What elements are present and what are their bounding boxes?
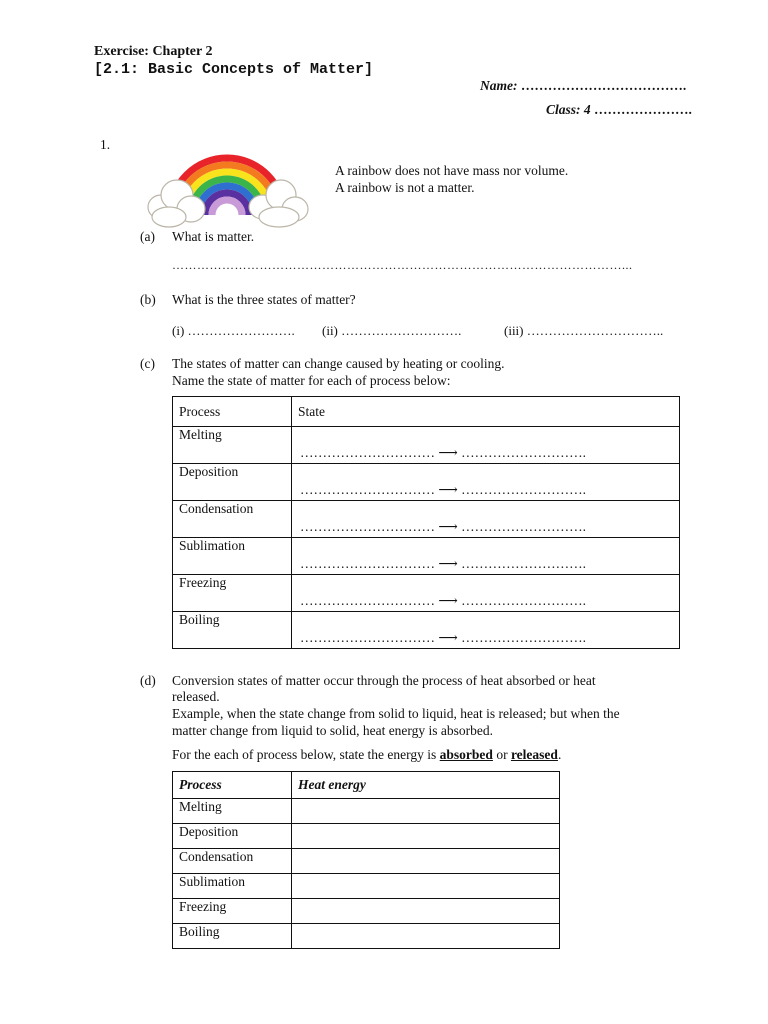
- process-cell: Freezing: [173, 575, 292, 612]
- state-answer-cell[interactable]: ………………………… ⟶ ……………………….: [292, 538, 680, 575]
- process-cell: Condensation: [173, 501, 292, 538]
- part-a-label: (a): [140, 229, 155, 244]
- process-cell: Sublimation: [173, 538, 292, 575]
- period-text: .: [557, 747, 562, 762]
- process-cell: Boiling: [173, 612, 292, 649]
- table-row: [173, 575, 680, 612]
- part-d-line-1: Conversion states of matter occur through the process of heat absorbed or heat: [172, 673, 596, 688]
- state-change-table: [172, 396, 680, 649]
- part-d-line-3: Example, when the state change from solid to liquid, heat is released; but when the: [172, 706, 620, 721]
- name-blank[interactable]: ……………………………….: [520, 78, 687, 93]
- heat-answer-cell[interactable]: [292, 874, 560, 899]
- state-answer-cell[interactable]: ………………………… ⟶ ……………………….: [292, 612, 680, 649]
- part-d-label: (d): [140, 673, 156, 688]
- process-cell: Deposition: [173, 464, 292, 501]
- table-header-process: Process: [173, 772, 292, 799]
- released-keyword: released: [510, 747, 558, 762]
- table-row: [173, 924, 560, 949]
- class-field[interactable]: [546, 102, 692, 118]
- state-answer-cell[interactable]: ………………………… ⟶ ……………………….: [292, 464, 680, 501]
- part-a-question: What is matter.: [172, 229, 255, 244]
- state-blank-i[interactable]: (i) …………………….: [172, 323, 295, 338]
- part-a-answer-line[interactable]: ………………………………………………………………………………………………...: [172, 258, 633, 272]
- name-field[interactable]: [480, 78, 686, 94]
- table-row: [173, 464, 680, 501]
- table-row: [173, 899, 560, 924]
- rainbow-statement-1: A rainbow does not have mass nor volume.: [335, 163, 569, 178]
- process-cell: Melting: [173, 427, 292, 464]
- table-header-row: [173, 772, 560, 799]
- class-blank[interactable]: ………………….: [594, 102, 692, 117]
- process-cell: Deposition: [173, 824, 292, 849]
- instruction-text: For the each of process below, state the energy is: [172, 747, 437, 762]
- heat-answer-cell[interactable]: [292, 824, 560, 849]
- table-row: [173, 799, 560, 824]
- exercise-title: Exercise: Chapter 2: [94, 44, 213, 59]
- name-label: Name:: [480, 78, 518, 93]
- part-d-instruction: [172, 747, 561, 763]
- part-c-line-2: Name the state of matter for each of process below:: [172, 373, 451, 388]
- rainbow-icon: [143, 137, 311, 229]
- process-cell: Melting: [173, 799, 292, 824]
- rainbow-statement-2: A rainbow is not a matter.: [335, 180, 475, 195]
- heat-energy-table: [172, 771, 560, 949]
- process-cell: Boiling: [173, 924, 292, 949]
- part-b-label: (b): [140, 292, 156, 307]
- table-row: [173, 427, 680, 464]
- process-cell: Sublimation: [173, 874, 292, 899]
- part-d-line-2: released.: [172, 689, 220, 704]
- table-row: [173, 874, 560, 899]
- heat-answer-cell[interactable]: [292, 799, 560, 824]
- section-title: [2.1: Basic Concepts of Matter]: [94, 61, 374, 78]
- part-c-line-1: The states of matter can change caused by heating or cooling.: [172, 356, 505, 371]
- state-answer-cell[interactable]: ………………………… ⟶ ……………………….: [292, 575, 680, 612]
- question-number: 1.: [100, 137, 111, 152]
- table-row: [173, 501, 680, 538]
- heat-answer-cell[interactable]: [292, 899, 560, 924]
- state-blank-iii[interactable]: (iii) …………………………..: [504, 323, 664, 338]
- table-row: [173, 824, 560, 849]
- table-header-state: State: [292, 397, 680, 427]
- class-label: Class: 4: [546, 102, 591, 117]
- or-text: or: [496, 747, 508, 762]
- absorbed-keyword: absorbed: [439, 747, 493, 762]
- part-b-question: What is the three states of matter?: [172, 292, 356, 307]
- state-answer-cell[interactable]: ………………………… ⟶ ……………………….: [292, 501, 680, 538]
- table-header-heat-energy: Heat energy: [292, 772, 560, 799]
- process-cell: Condensation: [173, 849, 292, 874]
- state-answer-cell[interactable]: ………………………… ⟶ ……………………….: [292, 427, 680, 464]
- table-row: [173, 849, 560, 874]
- state-blank-ii[interactable]: (ii) ……………………….: [322, 323, 462, 338]
- table-header-row: [173, 397, 680, 427]
- table-header-process: Process: [173, 397, 292, 427]
- part-d-line-4: matter change from liquid to solid, heat energy is absorbed.: [172, 723, 494, 738]
- heat-answer-cell[interactable]: [292, 924, 560, 949]
- heat-answer-cell[interactable]: [292, 849, 560, 874]
- table-row: [173, 538, 680, 575]
- table-row: [173, 612, 680, 649]
- process-cell: Freezing: [173, 899, 292, 924]
- part-c-label: (c): [140, 356, 155, 371]
